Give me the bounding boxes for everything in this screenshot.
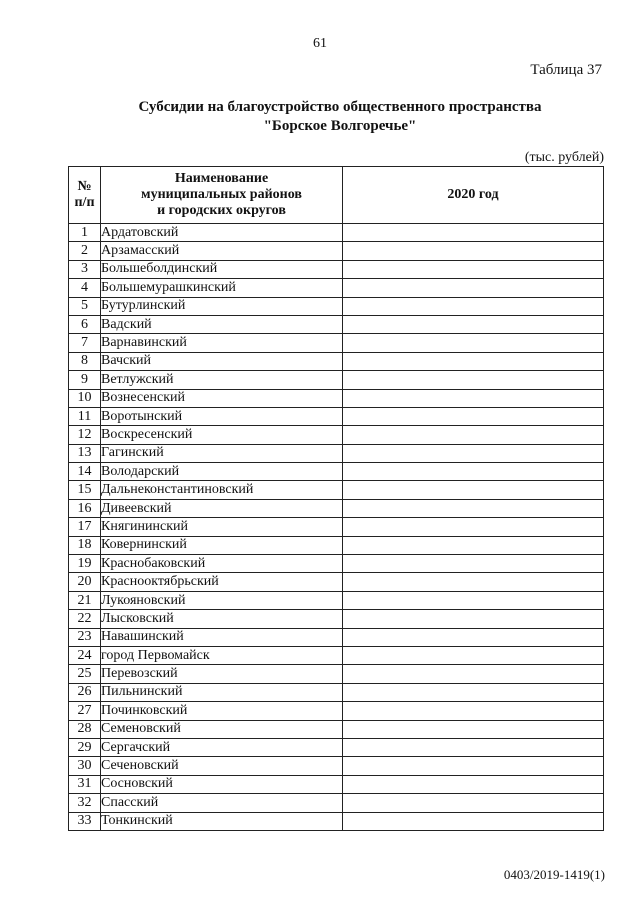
table-row: [69, 352, 604, 370]
header-num-line: п/п: [74, 195, 95, 210]
table-body: [69, 224, 604, 831]
row-value-2020: [343, 794, 604, 812]
row-number: 33: [69, 812, 101, 830]
row-number: 27: [69, 702, 101, 720]
table-row: [69, 426, 604, 444]
row-number: 31: [69, 775, 101, 793]
row-value-2020: [343, 499, 604, 517]
header-year: 2020 год: [343, 167, 604, 224]
row-municipality: Большемурашкинский: [101, 279, 343, 297]
table-row: [69, 794, 604, 812]
row-number: 15: [69, 481, 101, 499]
row-number: 20: [69, 573, 101, 591]
table-row: [69, 279, 604, 297]
row-value-2020: [343, 738, 604, 756]
row-municipality: город Первомайск: [101, 646, 343, 664]
row-value-2020: [343, 812, 604, 830]
table-row: [69, 242, 604, 260]
table-row: [69, 334, 604, 352]
row-value-2020: [343, 775, 604, 793]
table-row: [69, 665, 604, 683]
row-number: 11: [69, 407, 101, 425]
row-value-2020: [343, 407, 604, 425]
row-number: 12: [69, 426, 101, 444]
row-municipality: Тонкинский: [101, 812, 343, 830]
row-number: 26: [69, 683, 101, 701]
row-number: 29: [69, 738, 101, 756]
units-label: (тыс. рублей): [524, 150, 604, 165]
table-row: [69, 297, 604, 315]
row-municipality: Княгининский: [101, 518, 343, 536]
row-value-2020: [343, 371, 604, 389]
row-value-2020: [343, 628, 604, 646]
row-value-2020: [343, 242, 604, 260]
row-municipality: Сеченовский: [101, 757, 343, 775]
table-header-row: [69, 167, 604, 224]
table-row: [69, 610, 604, 628]
row-value-2020: [343, 573, 604, 591]
table-row: [69, 407, 604, 425]
row-municipality: Володарский: [101, 463, 343, 481]
row-municipality: Воскресенский: [101, 426, 343, 444]
row-value-2020: [343, 463, 604, 481]
row-municipality: Ардатовский: [101, 224, 343, 242]
row-value-2020: [343, 481, 604, 499]
row-number: 16: [69, 499, 101, 517]
row-number: 25: [69, 665, 101, 683]
row-value-2020: [343, 720, 604, 738]
header-name-line: и городских округов: [157, 203, 286, 218]
row-value-2020: [343, 297, 604, 315]
table-row: [69, 812, 604, 830]
table-row: [69, 573, 604, 591]
row-municipality: Арзамасский: [101, 242, 343, 260]
table-row: [69, 315, 604, 333]
row-municipality: Семеновский: [101, 720, 343, 738]
row-municipality: Вачский: [101, 352, 343, 370]
row-value-2020: [343, 352, 604, 370]
row-number: 21: [69, 591, 101, 609]
row-municipality: Вадский: [101, 315, 343, 333]
table-row: [69, 646, 604, 664]
row-value-2020: [343, 702, 604, 720]
row-municipality: Навашинский: [101, 628, 343, 646]
table-row: [69, 738, 604, 756]
row-municipality: Дальнеконстантиновский: [101, 481, 343, 499]
row-municipality: Гагинский: [101, 444, 343, 462]
document-code: 0403/2019-1419(1): [503, 867, 605, 882]
table-row: [69, 389, 604, 407]
row-number: 14: [69, 463, 101, 481]
table-row: [69, 444, 604, 462]
row-municipality: Вознесенский: [101, 389, 343, 407]
table-row: [69, 481, 604, 499]
row-number: 2: [69, 242, 101, 260]
row-number: 30: [69, 757, 101, 775]
row-value-2020: [343, 757, 604, 775]
row-value-2020: [343, 426, 604, 444]
page-number: 61: [313, 36, 327, 51]
row-municipality: Сосновский: [101, 775, 343, 793]
row-municipality: Ковернинский: [101, 536, 343, 554]
row-number: 5: [69, 297, 101, 315]
table-row: [69, 555, 604, 573]
row-number: 9: [69, 371, 101, 389]
row-number: 10: [69, 389, 101, 407]
row-number: 18: [69, 536, 101, 554]
row-number: 3: [69, 260, 101, 278]
row-value-2020: [343, 536, 604, 554]
row-value-2020: [343, 260, 604, 278]
table-row: [69, 371, 604, 389]
row-number: 1: [69, 224, 101, 242]
row-value-2020: [343, 334, 604, 352]
row-number: 28: [69, 720, 101, 738]
title-line-1: Субсидии на благоустройство общественного пространства: [138, 99, 542, 115]
row-number: 8: [69, 352, 101, 370]
row-municipality: Варнавинский: [101, 334, 343, 352]
header-num: [69, 167, 101, 224]
table-row: [69, 591, 604, 609]
row-municipality: Починковский: [101, 702, 343, 720]
table-row: [69, 463, 604, 481]
row-number: 6: [69, 315, 101, 333]
row-value-2020: [343, 315, 604, 333]
row-municipality: Перевозский: [101, 665, 343, 683]
table-row: [69, 499, 604, 517]
row-municipality: Ветлужский: [101, 371, 343, 389]
row-value-2020: [343, 646, 604, 664]
row-municipality: Большеболдинский: [101, 260, 343, 278]
row-number: 23: [69, 628, 101, 646]
row-number: 22: [69, 610, 101, 628]
table-row: [69, 775, 604, 793]
row-value-2020: [343, 444, 604, 462]
row-value-2020: [343, 389, 604, 407]
row-number: 32: [69, 794, 101, 812]
row-municipality: Сергачский: [101, 738, 343, 756]
row-municipality: Краснобаковский: [101, 555, 343, 573]
row-value-2020: [343, 591, 604, 609]
table-row: [69, 224, 604, 242]
row-municipality: Лукояновский: [101, 591, 343, 609]
header-name-line: муниципальных районов: [141, 187, 302, 202]
row-municipality: Дивеевский: [101, 499, 343, 517]
row-value-2020: [343, 610, 604, 628]
row-value-2020: [343, 683, 604, 701]
table-row: [69, 720, 604, 738]
row-value-2020: [343, 665, 604, 683]
row-number: 4: [69, 279, 101, 297]
row-value-2020: [343, 224, 604, 242]
table-row: [69, 683, 604, 701]
row-value-2020: [343, 555, 604, 573]
row-number: 7: [69, 334, 101, 352]
document-title: [60, 98, 620, 136]
table-row: [69, 757, 604, 775]
row-number: 13: [69, 444, 101, 462]
table-row: [69, 628, 604, 646]
row-municipality: Спасский: [101, 794, 343, 812]
header-name-line: Наименование: [174, 171, 269, 186]
table-row: [69, 702, 604, 720]
row-number: 17: [69, 518, 101, 536]
table-row: [69, 536, 604, 554]
header-name: [101, 167, 343, 224]
title-line-2: "Борское Волгоречье": [263, 118, 417, 134]
row-value-2020: [343, 279, 604, 297]
table-row: [69, 518, 604, 536]
table-label: Таблица 37: [530, 62, 602, 78]
row-number: 19: [69, 555, 101, 573]
row-municipality: Краснооктябрьский: [101, 573, 343, 591]
row-number: 24: [69, 646, 101, 664]
header-num-line: №: [77, 179, 92, 194]
row-value-2020: [343, 518, 604, 536]
row-municipality: Бутурлинский: [101, 297, 343, 315]
row-municipality: Пильнинский: [101, 683, 343, 701]
row-municipality: Воротынский: [101, 407, 343, 425]
table-row: [69, 260, 604, 278]
subsidy-table: [68, 166, 604, 831]
row-municipality: Лысковский: [101, 610, 343, 628]
